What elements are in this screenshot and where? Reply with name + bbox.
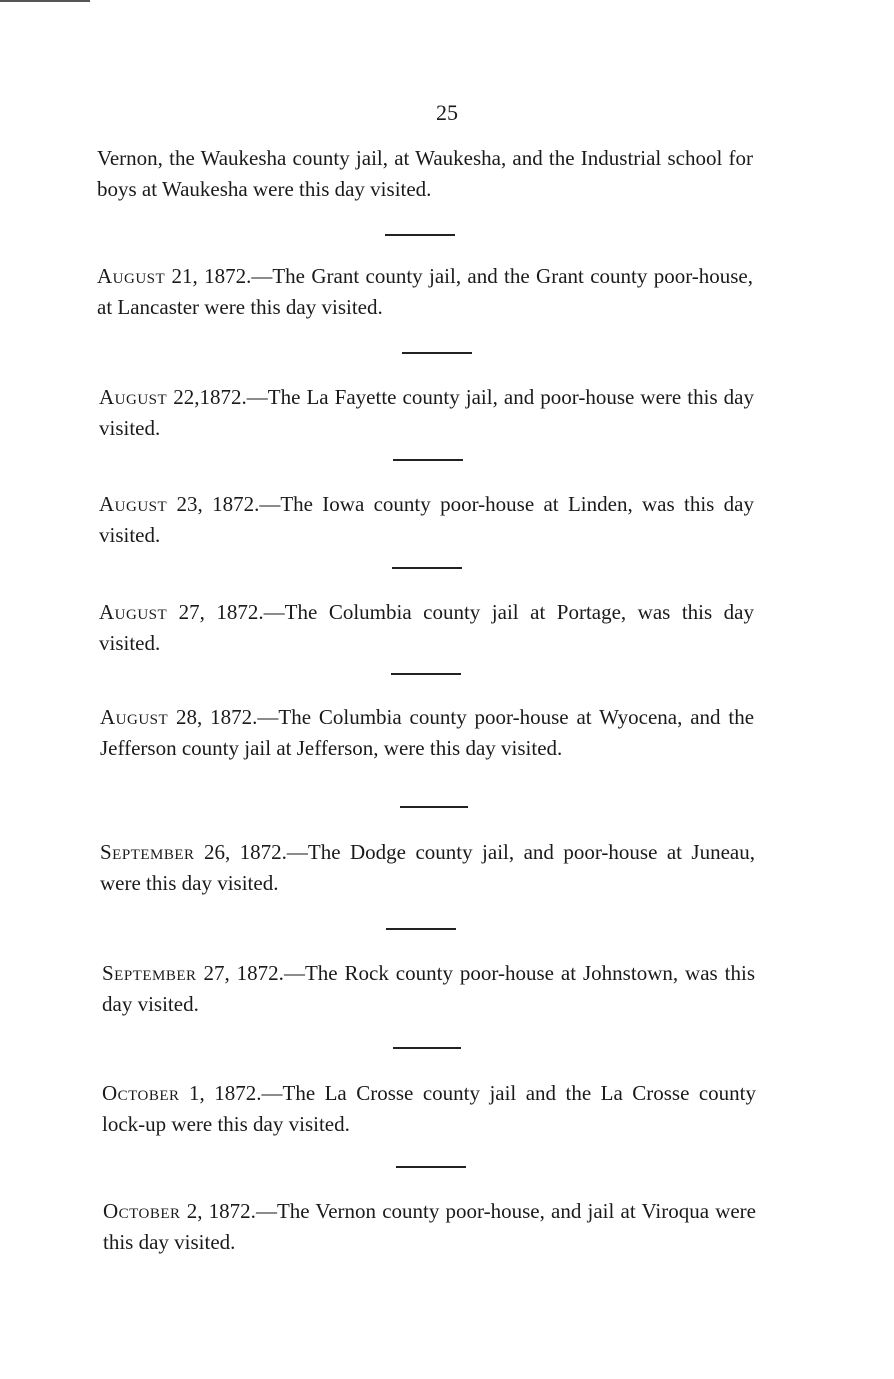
entry-date-label: September [102,961,197,985]
entry-text: —The Vernon county poor-house, and jail at Viroqua were this day visited. [103,1199,756,1254]
entry-day: 27, 1872. [196,961,284,985]
continuation-paragraph [97,143,753,204]
entry-day: 21, 1872. [165,264,252,288]
entry-august-27 [99,597,754,658]
entry-date-label: August [100,705,169,729]
entry-date-label: August [99,600,168,624]
entry-august-28 [100,702,754,763]
entry-date-label: August [99,492,168,516]
entry-text: —The Grant county jail, and the Grant county poor-house, at Lancaster were this day visited. [97,264,754,319]
continuation-text: Vernon, the Waukesha county jail, at Waukesha, and the Industrial school for boys at Waukesha were this day visited. [97,146,753,201]
entry-text: —The Dodge county jail, and poor-house at Juneau, were this day visited. [100,840,755,895]
entry-august-21 [97,261,753,322]
entry-text: —The Columbia county jail at Portage, was this day visited. [99,600,754,655]
page-number: 25 [436,100,458,125]
entry-text: —The La Fayette county jail, and poor-house were this day visited. [99,385,755,440]
entry-text: —The Rock county poor-house at Johnstown, was this day visited. [102,961,756,1016]
entry-day: 28, 1872. [168,705,258,729]
entry-date-label: October [102,1081,180,1105]
section-divider-6 [400,806,468,808]
section-divider-4 [392,567,462,569]
section-divider-9 [396,1166,466,1168]
entry-august-23 [99,489,754,550]
entry-text: —The Iowa county poor-house at Linden, was this day visited. [99,492,754,547]
entry-day: 27, 1872. [167,600,264,624]
entry-day: 26, 1872. [194,840,287,864]
entry-text: —The Columbia county poor-house at Wyocena, and the Jefferson county jail at Jefferson, were this day visited. [100,705,755,760]
entry-date-label: August [97,264,166,288]
entry-day: 22,1872. [167,385,247,409]
section-divider-3 [393,459,463,461]
entry-september-26 [100,837,755,898]
entry-day: 23, 1872. [167,492,260,516]
section-divider-7 [386,928,456,930]
top-edge-rule [0,0,90,2]
entry-day: 2, 1872. [180,1199,256,1223]
entry-october-1 [102,1078,756,1139]
entry-date-label: August [99,385,168,409]
entry-october-2 [103,1196,756,1257]
section-divider-1 [385,234,455,236]
section-divider-5 [391,673,461,675]
entry-date-label: September [100,840,195,864]
entry-text: —The La Crosse county jail and the La Crosse county lock-up were this day visited. [102,1081,757,1136]
entry-august-22 [99,382,754,443]
entry-day: 1, 1872. [179,1081,262,1105]
entry-date-label: October [103,1199,181,1223]
entry-september-27 [102,958,755,1019]
section-divider-2 [402,352,472,354]
section-divider-8 [393,1047,461,1049]
